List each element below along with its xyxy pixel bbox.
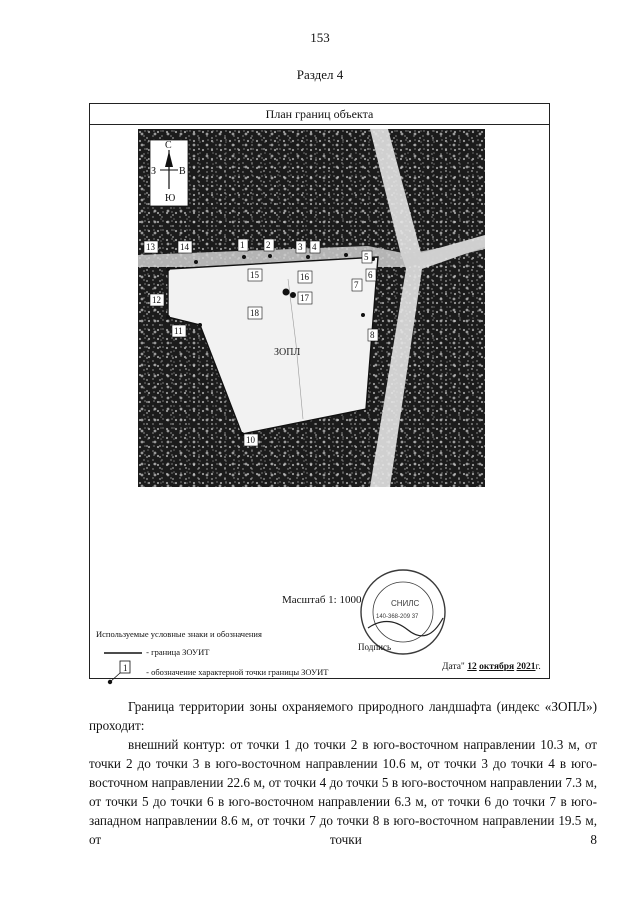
compass-east: В <box>179 166 186 177</box>
plan-frame <box>89 103 550 679</box>
legend-point-sample: 1 <box>123 663 128 673</box>
point-label-8: 8 <box>370 330 375 340</box>
stamp-snils-number: 140-368-209 37 <box>376 614 419 620</box>
frame-title: План границ объекта <box>90 104 549 125</box>
point-label-4: 4 <box>312 242 317 252</box>
legend-boundary-text: - граница ЗОУИТ <box>146 647 210 657</box>
point-label-18: 18 <box>250 308 259 318</box>
date-suffix: г. <box>535 662 541 672</box>
legend-point-text: - обозначение характерной точки границы ЗОУИТ <box>146 666 329 677</box>
point-label-3: 3 <box>298 242 303 252</box>
point-label-2: 2 <box>266 240 271 250</box>
compass-south: Ю <box>165 193 176 204</box>
date-year: 2021 <box>516 662 536 672</box>
point-label-11: 11 <box>174 326 183 336</box>
point-label-17: 17 <box>300 293 309 303</box>
zone-label: ЗОПЛ <box>274 347 301 358</box>
aerial-map <box>138 129 485 487</box>
date-day: 12 <box>467 662 477 672</box>
point-label-13: 13 <box>146 242 155 252</box>
paragraph-intro: Граница территории зоны охраняемого природного ландшафта (индекс «ЗОПЛ») проходит: <box>89 699 597 733</box>
point-label-16: 16 <box>300 272 309 282</box>
map-scale: Масштаб 1: 1000 <box>282 594 362 606</box>
body-text <box>89 697 597 849</box>
date-month: октября <box>479 662 515 672</box>
point-label-12: 12 <box>152 295 161 305</box>
document-date <box>442 662 541 672</box>
stamp-snils: СНИЛС <box>391 599 420 608</box>
map-svg <box>138 129 485 487</box>
point-label-14: 14 <box>180 242 189 252</box>
signature-label: Подпись <box>358 642 392 652</box>
legend-boundary <box>104 647 209 658</box>
point-label-1: 1 <box>240 240 245 250</box>
point-label-7: 7 <box>354 280 359 290</box>
point-label-10: 10 <box>246 435 255 445</box>
point-label-5: 5 <box>364 252 369 262</box>
compass-north: С <box>165 140 172 151</box>
page-number: 153 <box>310 30 330 45</box>
date-prefix: Дата" <box>442 662 465 672</box>
point-label-15: 15 <box>250 270 259 280</box>
section-title: Раздел 4 <box>296 67 344 82</box>
legend-point <box>104 660 328 686</box>
compass-west: З <box>151 166 157 177</box>
legend-title: Используемые условные знаки и обозначения <box>96 629 262 639</box>
paragraph-contour: внешний контур: от точки 1 до точки 2 в юго-восточном направлении 10.3 м, от точки 2 до точки 3 в юго-восточном направлении 10.6 м, от точки 3 до точки 4 в юго-восточном направлении 22.6 м, от точки 4 до точки 5 в юго-восточном направлении 7.3 м, от точки 5 до точки 6 в юго-восточном направлении 6.3 м, от точки 6 до точки 7 в юго-западном направлении 8.6 м, от точки 7 до точки 8 в юго-восточном направлении 19.5 м, от точки 8 <box>89 737 597 847</box>
point-label-6: 6 <box>368 270 373 280</box>
